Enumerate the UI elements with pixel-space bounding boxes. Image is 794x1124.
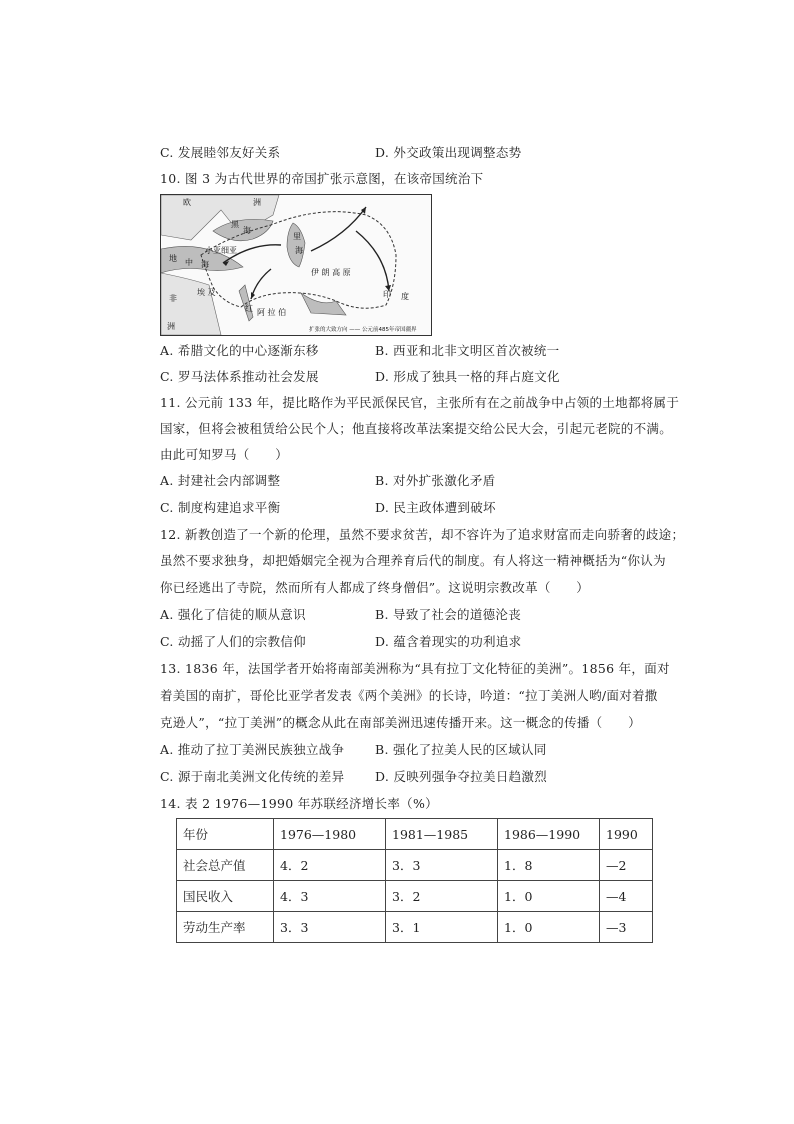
map-legend: 扩张的大致方向 —— 公元前485年帝国疆界 bbox=[309, 327, 417, 333]
table-cell: 4．2 bbox=[274, 850, 386, 881]
map-label-caspian-1: 里 bbox=[293, 232, 301, 241]
map-label-black-2: 海 bbox=[243, 226, 251, 235]
map-label-europe-1: 欧 bbox=[183, 198, 191, 207]
table-cell: 劳动生产率 bbox=[177, 912, 274, 943]
q13-line-1: 13. 1836 年，法国学者开始将南部美洲称为“具有拉丁文化特征的美洲”。1856 年，面对 bbox=[160, 661, 670, 676]
q9-option-d: D. 外交政策出现调整态势 bbox=[375, 145, 522, 160]
q11-option-b: B. 对外扩张激化矛盾 bbox=[375, 473, 496, 488]
table-cell: 3．1 bbox=[386, 912, 498, 943]
q13-option-a: A. 推动了拉丁美洲民族独立战争 bbox=[160, 742, 345, 757]
empire-expansion-map bbox=[160, 194, 432, 336]
q11-option-d: D. 民主政体遭到破坏 bbox=[375, 500, 496, 515]
map-label-africa-2: 洲 bbox=[167, 322, 175, 331]
map-caspian-sea bbox=[287, 223, 305, 267]
map-label-red: 红 bbox=[245, 304, 253, 313]
q11-line-2: 国家，但将会被租赁给公民个人；他直接将改革法案提交给公民大会，引起元老院的不满。 bbox=[160, 421, 673, 436]
table-cell: 国民收入 bbox=[177, 881, 274, 912]
q10-option-c: C. 罗马法体系推动社会发展 bbox=[160, 369, 319, 384]
table-header-cell: 年份 bbox=[177, 819, 274, 850]
table-cell: 社会总产值 bbox=[177, 850, 274, 881]
map-label-africa-1: 非 bbox=[169, 294, 177, 303]
table-header-cell: 1981—1985 bbox=[386, 819, 498, 850]
table-cell: 4．3 bbox=[274, 881, 386, 912]
soviet-growth-table bbox=[176, 818, 653, 943]
table-cell: —3 bbox=[600, 912, 653, 943]
q13-option-d: D. 反映列强争夺拉美日趋激烈 bbox=[375, 769, 548, 784]
map-label-arabia: 阿 拉 伯 bbox=[257, 308, 287, 317]
q13-line-2: 着美国的南扩，哥伦比亚学者发表《两个美洲》的长诗，吟道：“拉丁美洲人哟/面对着撒 bbox=[160, 688, 658, 703]
table-header-row bbox=[177, 819, 653, 850]
q12-option-b: B. 导致了社会的道德沦丧 bbox=[375, 607, 522, 622]
map-label-egypt: 埃 及 bbox=[197, 288, 216, 297]
q13-option-b: B. 强化了拉美人民的区域认同 bbox=[375, 742, 547, 757]
q10-option-b: B. 西亚和北非文明区首次被统一 bbox=[375, 343, 560, 358]
q11-line-1: 11. 公元前 133 年，提比略作为平民派保民官，主张所有在之前战争中占领的土地都将属于 bbox=[160, 395, 680, 410]
q12-option-a: A. 强化了信徒的顺从意识 bbox=[160, 607, 306, 622]
q13-option-c: C. 源于南北美洲文化传统的差异 bbox=[160, 769, 345, 784]
q13-line-3: 克逊人”，“拉丁美洲”的概念从此在南部美洲迅速传播开来。这一概念的传播（ ） bbox=[160, 715, 641, 730]
map-label-med-1: 地 bbox=[169, 254, 177, 263]
map-label-india-1: 印 bbox=[383, 290, 391, 299]
map-label-med-3: 海 bbox=[201, 260, 209, 269]
map-arrow-east bbox=[356, 231, 389, 291]
map-label-iran: 伊 朗 高 原 bbox=[311, 268, 351, 277]
map-label-europe-2: 洲 bbox=[253, 198, 261, 207]
q12-line-1: 12. 新教创造了一个新的伦理，虽然不要求贫苦，却不容许为了追求财富而走向骄奢的歧途； bbox=[160, 527, 685, 542]
table-header-cell: 1986—1990 bbox=[498, 819, 600, 850]
table-header-cell: 1990 bbox=[600, 819, 653, 850]
map-label-black-1: 黑 bbox=[231, 220, 239, 229]
table-row bbox=[177, 881, 653, 912]
q10-option-d: D. 形成了独具一格的拜占庭文化 bbox=[375, 369, 560, 384]
map-label-india-2: 度 bbox=[401, 292, 409, 301]
map-label-asia-minor: 小亚细亚 bbox=[205, 246, 237, 255]
table-row bbox=[177, 912, 653, 943]
q11-line-3: 由此可知罗马（ ） bbox=[160, 447, 289, 462]
map-label-caspian-2: 海 bbox=[295, 246, 303, 255]
q12-option-d: D. 蕴含着现实的功利追求 bbox=[375, 634, 522, 649]
q10-stem: 10. 图 3 为古代世界的帝国扩张示意图，在该帝国统治下 bbox=[160, 171, 484, 186]
table-row bbox=[177, 850, 653, 881]
map-persian-gulf bbox=[301, 293, 346, 315]
q9-option-c: C. 发展睦邻友好关系 bbox=[160, 145, 281, 160]
q12-option-c: C. 动摇了人们的宗教信仰 bbox=[160, 634, 306, 649]
map-label-med-2: 中 bbox=[185, 258, 193, 267]
table-cell: 3．3 bbox=[386, 850, 498, 881]
table-cell: 3．2 bbox=[386, 881, 498, 912]
table-cell: 1．0 bbox=[498, 881, 600, 912]
table-cell: 3．3 bbox=[274, 912, 386, 943]
q12-line-2: 虽然不要求独身，却把婚姻完全视为合理养育后代的制度。有人将这一精神概括为“你认为 bbox=[160, 553, 666, 568]
table-cell: —2 bbox=[600, 850, 653, 881]
q10-option-a: A. 希腊文化的中心逐渐东移 bbox=[160, 343, 319, 358]
q14-stem: 14. 表 2 1976—1990 年苏联经济增长率（%） bbox=[160, 796, 438, 811]
table-cell: 1．0 bbox=[498, 912, 600, 943]
table-cell: 1．8 bbox=[498, 850, 600, 881]
table-cell: —4 bbox=[600, 881, 653, 912]
map-drawing bbox=[161, 195, 431, 335]
q12-line-3: 你已经逃出了寺院，然而所有人都成了终身僧侣”。这说明宗教改革（ ） bbox=[160, 580, 590, 595]
q11-option-a: A. 封建社会内部调整 bbox=[160, 473, 281, 488]
table-header-cell: 1976—1980 bbox=[274, 819, 386, 850]
q11-option-c: C. 制度构建追求平衡 bbox=[160, 500, 281, 515]
